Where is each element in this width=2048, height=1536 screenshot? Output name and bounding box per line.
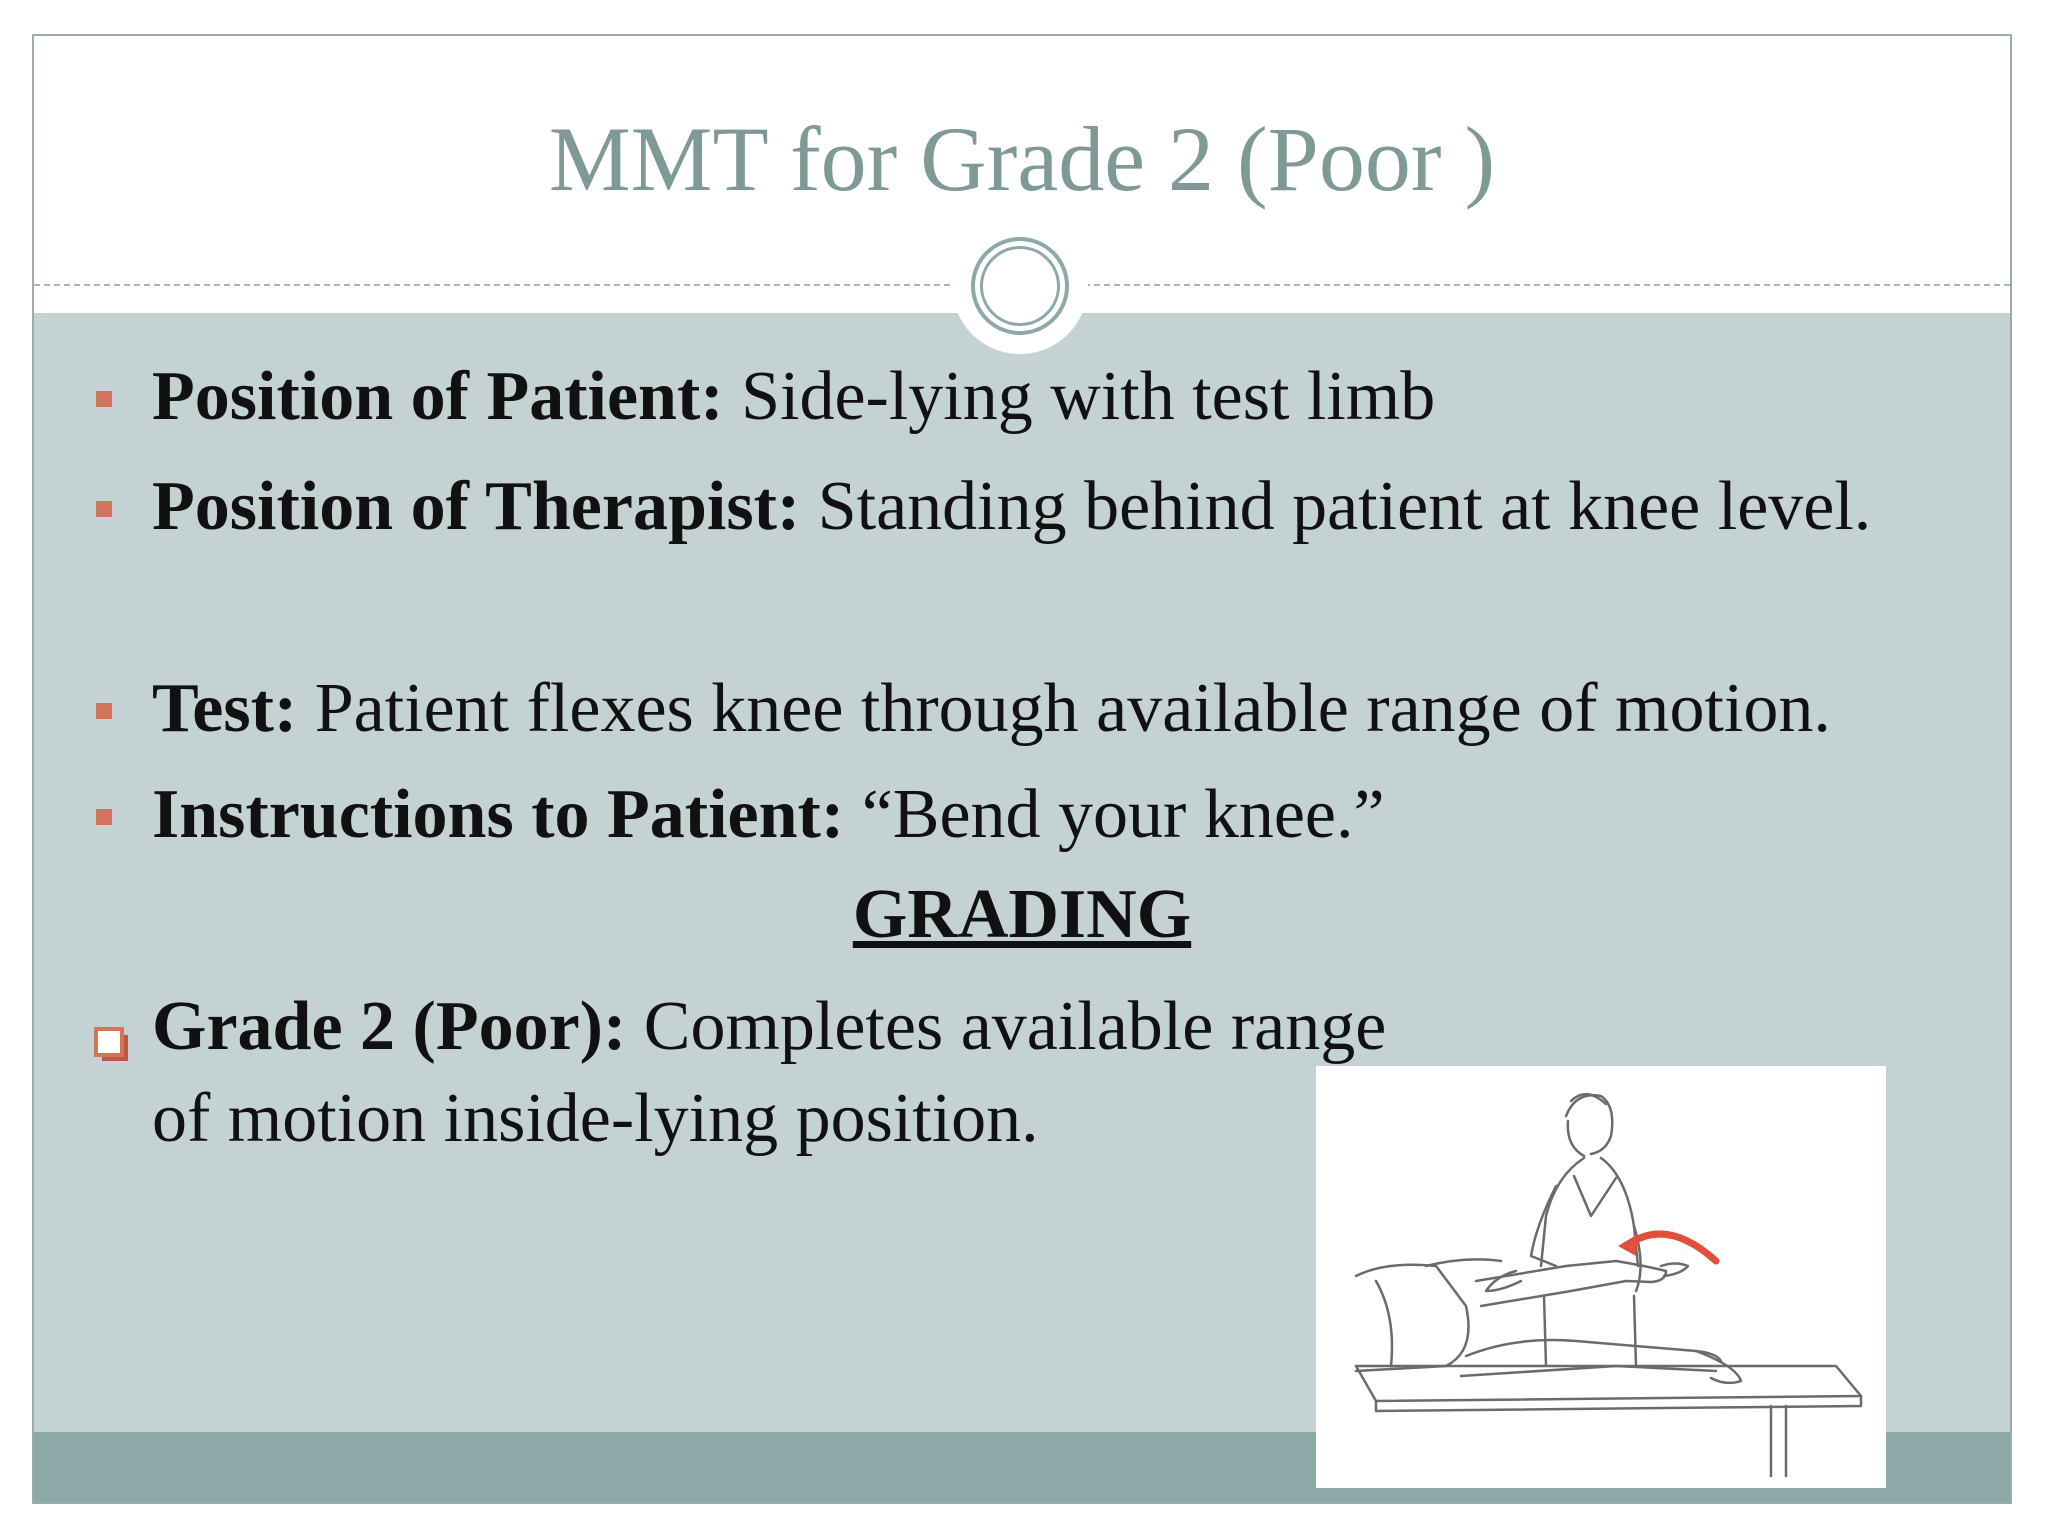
bullet-square-icon (96, 809, 112, 825)
bullet-text: Patient flexes knee through available range of motion. (297, 670, 1831, 747)
therapist-knee-flexion-illustration (1316, 1066, 1886, 1488)
slide-title: MMT for Grade 2 (Poor ) (548, 108, 1496, 210)
bullet-label: Test: (152, 670, 298, 747)
grade-text: Completes available range of motion inside-lying position. (152, 988, 1387, 1157)
grading-heading: GRADING (852, 876, 1192, 953)
bullet-item (152, 769, 1972, 861)
bullet-square-icon (96, 703, 112, 719)
bullet-text: Standing behind patient at knee level. (800, 468, 1872, 545)
bullet-item (152, 461, 1972, 553)
bullet-label: Position of Therapist: (152, 468, 801, 545)
bullet-label: Instructions to Patient: (152, 776, 845, 853)
bullet-text: “Bend your knee.” (844, 776, 1385, 853)
bullet-label: Position of Patient: (152, 358, 724, 435)
slide (32, 34, 2012, 1504)
red-arrow-icon (1616, 1216, 1736, 1276)
bullet-item (152, 663, 1972, 755)
bullet-square-icon (96, 391, 112, 407)
bullet-item (152, 351, 1972, 443)
grade-label: Grade 2 (Poor): (152, 988, 627, 1065)
checkbox-square-icon (94, 1027, 130, 1063)
grade-item (152, 981, 1462, 1165)
bullet-text: Side-lying with test limb (723, 358, 1436, 435)
bullet-square-icon (96, 501, 112, 517)
ornament-inner-ring-icon (980, 246, 1060, 326)
